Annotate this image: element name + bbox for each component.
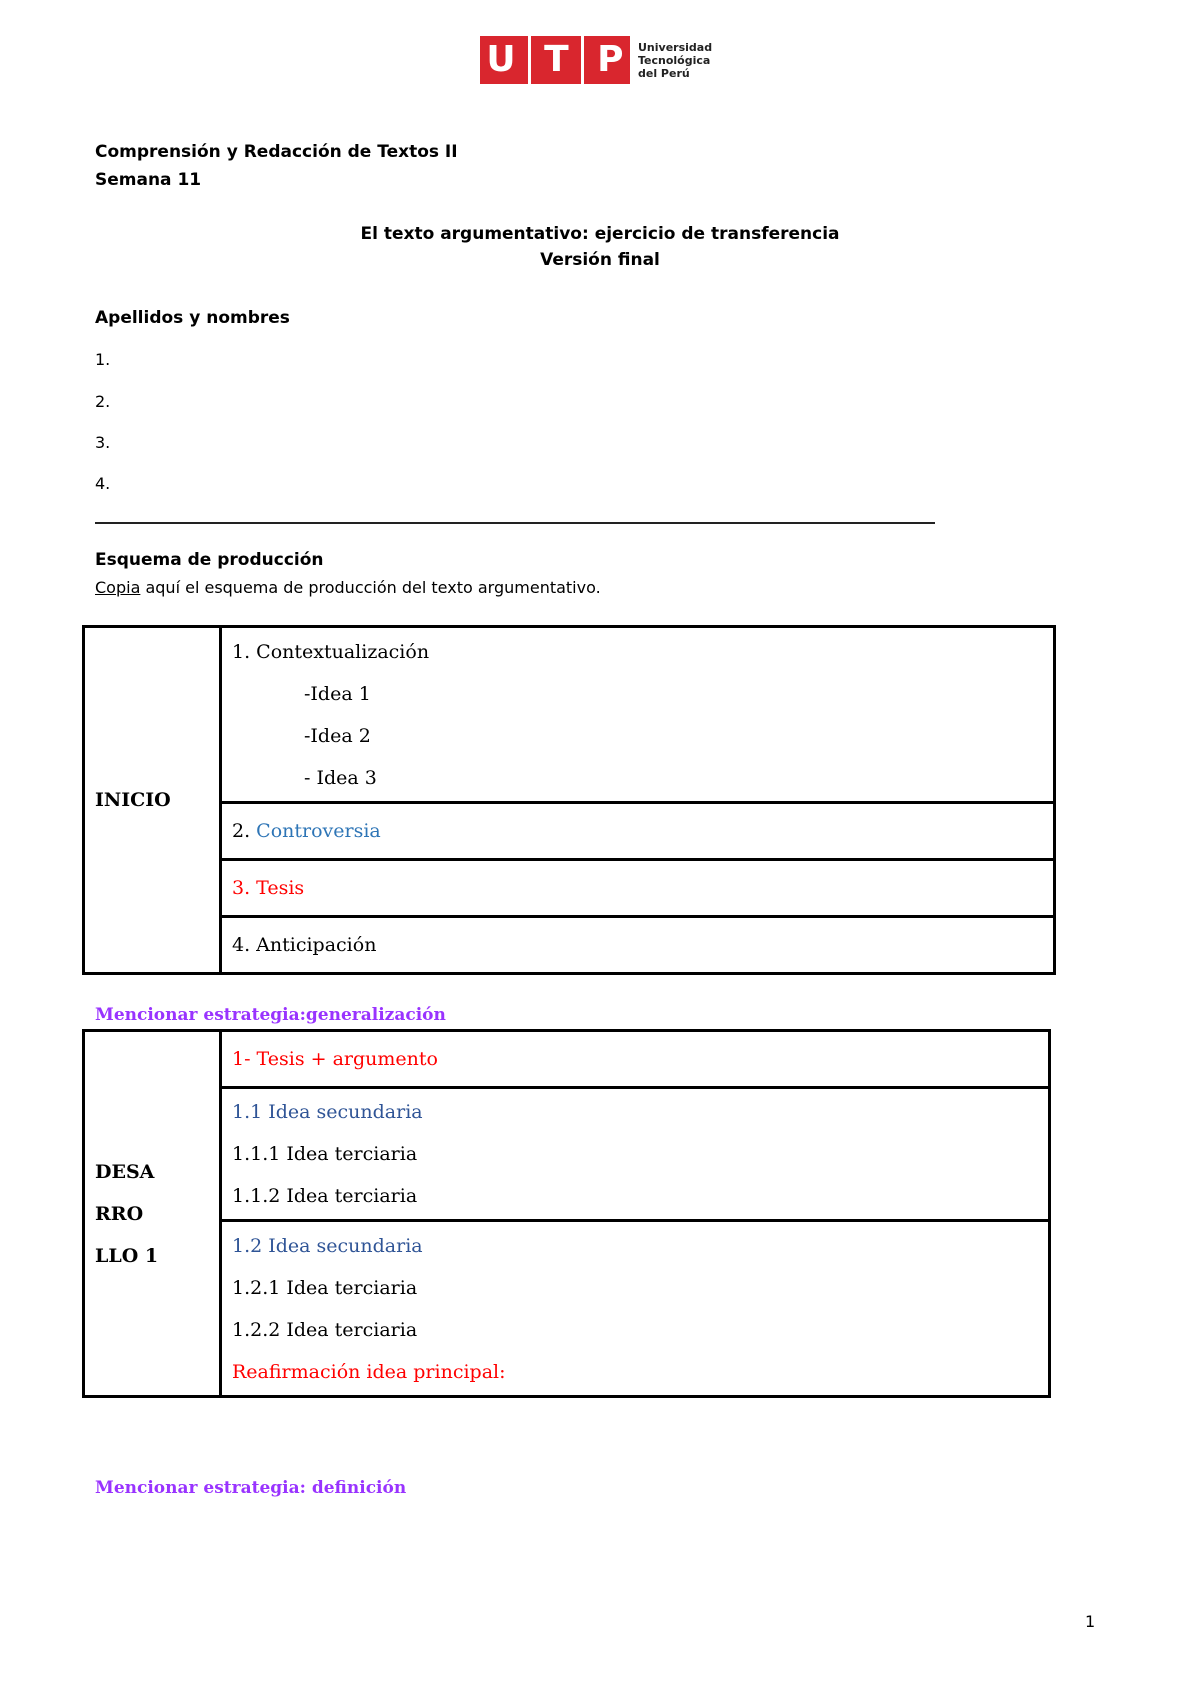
idea-3: - Idea 3: [304, 766, 377, 789]
context-heading: 1. Contextualización: [232, 640, 430, 663]
controversy-text: Controversia: [256, 820, 381, 842]
inicio-table: [82, 625, 1056, 975]
name-item-2: 2.: [95, 392, 111, 411]
idea-1: -Idea 1: [304, 682, 371, 705]
instruction-text: aquí el esquema de producción del texto argumentativo.: [140, 578, 601, 597]
name-item-1: 1.: [95, 350, 111, 369]
controversy-number: 2.: [232, 820, 257, 842]
page-number: 1: [1085, 1612, 1096, 1631]
logo-letter-u: U: [486, 39, 516, 80]
desarrollo-table: [82, 1029, 1051, 1398]
logo-university-name: Universidad Tecnológica del Perú: [638, 40, 713, 80]
secondary-idea-2: 1.2 Idea secundaria: [232, 1234, 423, 1257]
logo-separator: [581, 36, 584, 84]
desarrollo-label-line-1: DESA: [95, 1160, 155, 1183]
tertiary-idea-1-1: 1.1.1 Idea terciaria: [232, 1143, 418, 1165]
secondary-idea-1: 1.1 Idea secundaria: [232, 1101, 423, 1123]
desarrollo-label-line-2: RRO: [95, 1202, 144, 1225]
logo-mark: [480, 36, 630, 84]
document-title: El texto argumentativo: ejercicio de transferencia: [360, 224, 840, 244]
inicio-label: INICIO: [84, 627, 221, 974]
utp-logo: [480, 36, 728, 84]
thesis-cell: 3. Tesis: [221, 860, 1055, 917]
copy-link: Copia: [95, 578, 141, 597]
anticipation-cell: 4. Anticipación: [221, 917, 1055, 974]
name-item-4: 4.: [95, 474, 111, 493]
course-title: Comprensión y Redacción de Textos II: [95, 142, 458, 162]
week-text: Semana 11: [95, 170, 202, 190]
desarrollo-label-line-3: LLO 1: [95, 1244, 159, 1267]
secondary-idea-2-cell: [221, 1221, 1050, 1397]
schema-instruction: [95, 578, 601, 597]
reaffirmation-line: Reafirmación idea principal:: [232, 1360, 506, 1383]
document-subtitle: Versión final: [540, 250, 660, 270]
idea-2: -Idea 2: [304, 724, 371, 747]
secondary-idea-1-cell: [221, 1088, 1050, 1221]
logo-letter-t: T: [544, 39, 569, 80]
names-label: Apellidos y nombres: [95, 308, 290, 328]
schema-title: Esquema de producción: [95, 550, 324, 570]
logo-separator: [528, 36, 531, 84]
name-item-3: 3.: [95, 433, 111, 452]
desarrollo-label: [84, 1031, 221, 1397]
controversy-cell: [221, 803, 1055, 860]
logo-letter-p: P: [597, 39, 624, 80]
week-label: [95, 170, 201, 190]
section-divider: [95, 522, 935, 524]
tertiary-idea-1-2: 1.1.2 Idea terciaria: [232, 1185, 418, 1207]
strategy-note-1: Mencionar estrategia:generalización: [95, 1005, 446, 1025]
tertiary-idea-2-1: 1.2.1 Idea terciaria: [232, 1276, 418, 1299]
strategy-note-2: Mencionar estrategia: definición: [95, 1478, 407, 1498]
tertiary-idea-2-2: 1.2.2 Idea terciaria: [232, 1318, 418, 1341]
thesis-argument-cell: 1- Tesis + argumento: [221, 1031, 1050, 1088]
context-cell: [221, 627, 1055, 803]
